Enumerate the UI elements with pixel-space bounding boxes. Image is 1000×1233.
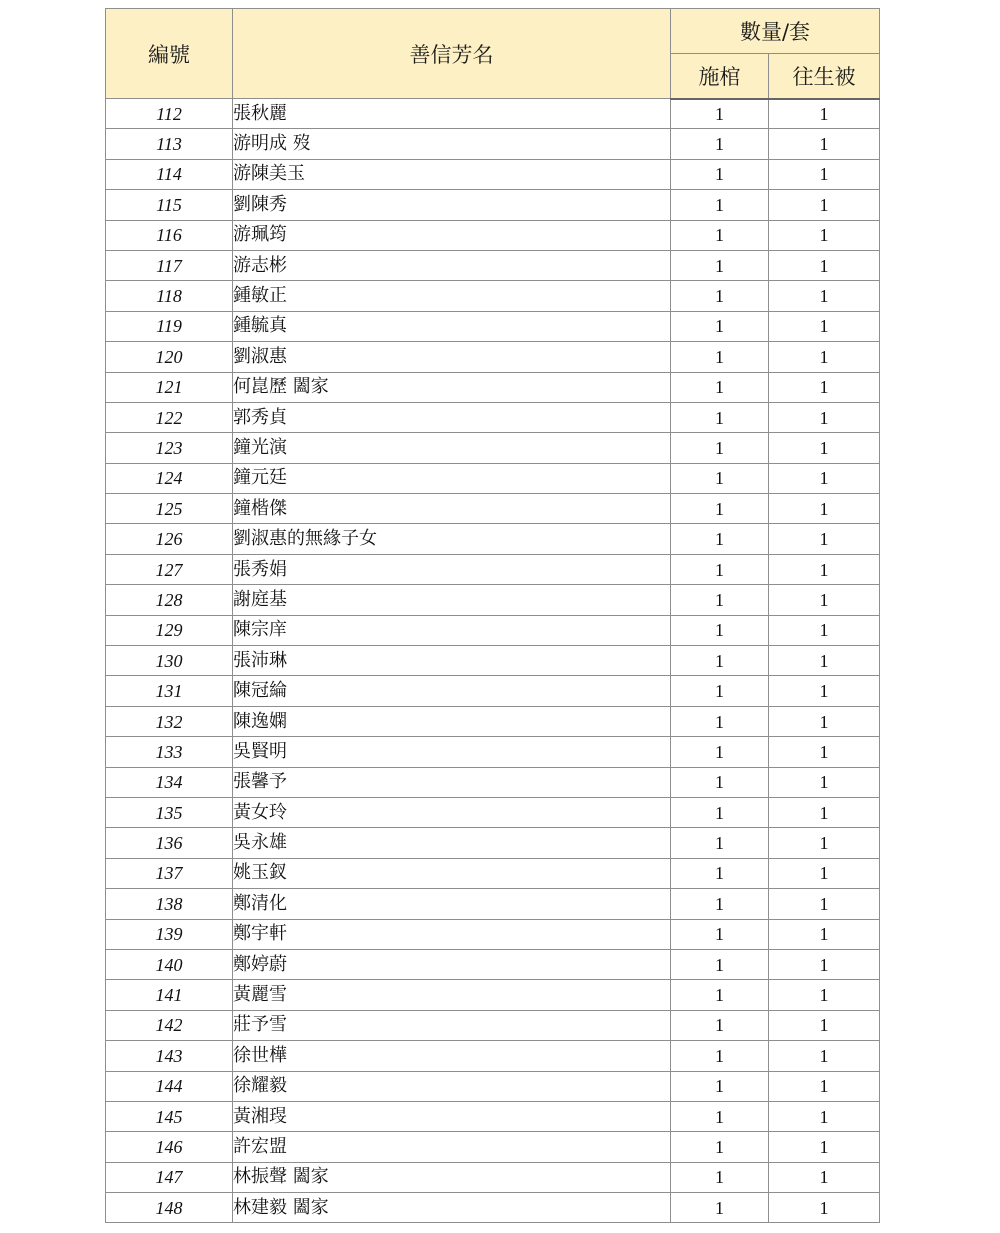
table-body <box>106 99 880 1223</box>
row-shroud-qty: 1 <box>769 615 880 645</box>
row-coffin-qty: 1 <box>671 949 769 979</box>
row-shroud-qty: 1 <box>769 402 880 432</box>
row-donor-name: 劉陳秀 <box>233 190 671 220</box>
row-number: 141 <box>106 980 233 1010</box>
row-donor-name: 徐世樺 <box>233 1041 671 1071</box>
row-coffin-qty: 1 <box>671 585 769 615</box>
row-donor-name: 游陳美玉 <box>233 159 671 189</box>
table-row <box>106 220 880 250</box>
row-number: 136 <box>106 828 233 858</box>
row-donor-name: 劉淑惠 <box>233 342 671 372</box>
row-shroud-qty: 1 <box>769 646 880 676</box>
row-donor-name: 游明成 歿 <box>233 129 671 159</box>
row-coffin-qty: 1 <box>671 1101 769 1131</box>
row-shroud-qty: 1 <box>769 1041 880 1071</box>
table-row <box>106 129 880 159</box>
row-shroud-qty: 1 <box>769 190 880 220</box>
table-row <box>106 311 880 341</box>
row-coffin-qty: 1 <box>671 1132 769 1162</box>
row-number: 145 <box>106 1101 233 1131</box>
row-donor-name: 許宏盟 <box>233 1132 671 1162</box>
row-donor-name: 鄭宇軒 <box>233 919 671 949</box>
table-row <box>106 949 880 979</box>
row-number: 132 <box>106 706 233 736</box>
row-shroud-qty: 1 <box>769 99 880 129</box>
row-shroud-qty: 1 <box>769 220 880 250</box>
row-shroud-qty: 1 <box>769 1162 880 1192</box>
row-donor-name: 鄭婷蔚 <box>233 949 671 979</box>
row-coffin-qty: 1 <box>671 980 769 1010</box>
row-number: 146 <box>106 1132 233 1162</box>
table-row <box>106 524 880 554</box>
row-coffin-qty: 1 <box>671 129 769 159</box>
table-row <box>106 1071 880 1101</box>
row-coffin-qty: 1 <box>671 463 769 493</box>
row-coffin-qty: 1 <box>671 159 769 189</box>
table-row <box>106 1162 880 1192</box>
row-number: 117 <box>106 250 233 280</box>
table-row <box>106 190 880 220</box>
row-number: 130 <box>106 646 233 676</box>
row-donor-name: 鍾毓真 <box>233 311 671 341</box>
table-row <box>106 554 880 584</box>
row-number: 124 <box>106 463 233 493</box>
row-number: 138 <box>106 889 233 919</box>
row-shroud-qty: 1 <box>769 949 880 979</box>
table-row <box>106 433 880 463</box>
row-donor-name: 陳冠綸 <box>233 676 671 706</box>
row-coffin-qty: 1 <box>671 433 769 463</box>
row-coffin-qty: 1 <box>671 858 769 888</box>
row-number: 123 <box>106 433 233 463</box>
row-coffin-qty: 1 <box>671 554 769 584</box>
row-coffin-qty: 1 <box>671 706 769 736</box>
table-row <box>106 494 880 524</box>
row-number: 148 <box>106 1193 233 1223</box>
row-donor-name: 莊予雪 <box>233 1010 671 1040</box>
table-row <box>106 99 880 129</box>
row-donor-name: 林建毅 闔家 <box>233 1193 671 1223</box>
row-donor-name: 何崑歷 闔家 <box>233 372 671 402</box>
row-donor-name: 劉淑惠的無緣子女 <box>233 524 671 554</box>
table-row <box>106 585 880 615</box>
row-shroud-qty: 1 <box>769 524 880 554</box>
row-coffin-qty: 1 <box>671 767 769 797</box>
row-number: 135 <box>106 797 233 827</box>
table-header <box>106 9 880 99</box>
row-donor-name: 張沛琳 <box>233 646 671 676</box>
table-row <box>106 828 880 858</box>
row-number: 147 <box>106 1162 233 1192</box>
header-shroud: 往生被 <box>769 54 880 99</box>
table-row <box>106 706 880 736</box>
row-shroud-qty: 1 <box>769 767 880 797</box>
row-donor-name: 黃女玲 <box>233 797 671 827</box>
row-donor-name: 鐘元廷 <box>233 463 671 493</box>
row-coffin-qty: 1 <box>671 737 769 767</box>
row-coffin-qty: 1 <box>671 1071 769 1101</box>
table-row <box>106 1010 880 1040</box>
row-shroud-qty: 1 <box>769 585 880 615</box>
table-row <box>106 919 880 949</box>
table-row <box>106 858 880 888</box>
row-donor-name: 黃麗雪 <box>233 980 671 1010</box>
table-row <box>106 1041 880 1071</box>
table-row <box>106 342 880 372</box>
row-coffin-qty: 1 <box>671 919 769 949</box>
table-row <box>106 980 880 1010</box>
row-coffin-qty: 1 <box>671 1162 769 1192</box>
row-shroud-qty: 1 <box>769 129 880 159</box>
row-donor-name: 張秀娟 <box>233 554 671 584</box>
table-row <box>106 1101 880 1131</box>
table-row <box>106 737 880 767</box>
row-shroud-qty: 1 <box>769 676 880 706</box>
row-number: 128 <box>106 585 233 615</box>
row-shroud-qty: 1 <box>769 980 880 1010</box>
row-donor-name: 姚玉釵 <box>233 858 671 888</box>
row-coffin-qty: 1 <box>671 250 769 280</box>
table-row <box>106 797 880 827</box>
row-coffin-qty: 1 <box>671 372 769 402</box>
row-number: 140 <box>106 949 233 979</box>
row-number: 125 <box>106 494 233 524</box>
row-shroud-qty: 1 <box>769 1010 880 1040</box>
row-shroud-qty: 1 <box>769 1101 880 1131</box>
table-row <box>106 676 880 706</box>
row-shroud-qty: 1 <box>769 311 880 341</box>
header-coffin: 施棺 <box>671 54 769 99</box>
row-shroud-qty: 1 <box>769 250 880 280</box>
row-coffin-qty: 1 <box>671 1010 769 1040</box>
row-number: 112 <box>106 99 233 129</box>
row-shroud-qty: 1 <box>769 463 880 493</box>
row-number: 127 <box>106 554 233 584</box>
row-donor-name: 游珮筠 <box>233 220 671 250</box>
row-donor-name: 鐘楷傑 <box>233 494 671 524</box>
table-row <box>106 250 880 280</box>
row-donor-name: 張秋麗 <box>233 99 671 129</box>
header-number: 編號 <box>106 9 233 99</box>
row-coffin-qty: 1 <box>671 615 769 645</box>
row-shroud-qty: 1 <box>769 159 880 189</box>
row-number: 121 <box>106 372 233 402</box>
row-shroud-qty: 1 <box>769 1193 880 1223</box>
row-donor-name: 陳逸嫻 <box>233 706 671 736</box>
row-donor-name: 陳宗庠 <box>233 615 671 645</box>
row-number: 118 <box>106 281 233 311</box>
row-number: 137 <box>106 858 233 888</box>
row-shroud-qty: 1 <box>769 372 880 402</box>
row-donor-name: 郭秀貞 <box>233 402 671 432</box>
row-shroud-qty: 1 <box>769 554 880 584</box>
row-shroud-qty: 1 <box>769 433 880 463</box>
row-number: 126 <box>106 524 233 554</box>
row-number: 129 <box>106 615 233 645</box>
row-coffin-qty: 1 <box>671 402 769 432</box>
row-number: 144 <box>106 1071 233 1101</box>
table-row <box>106 889 880 919</box>
row-number: 133 <box>106 737 233 767</box>
table-row <box>106 1193 880 1223</box>
row-coffin-qty: 1 <box>671 797 769 827</box>
table-row <box>106 402 880 432</box>
table-row <box>106 646 880 676</box>
row-shroud-qty: 1 <box>769 737 880 767</box>
row-number: 120 <box>106 342 233 372</box>
row-donor-name: 黃湘琝 <box>233 1101 671 1131</box>
row-coffin-qty: 1 <box>671 281 769 311</box>
row-coffin-qty: 1 <box>671 889 769 919</box>
row-coffin-qty: 1 <box>671 646 769 676</box>
table-row <box>106 159 880 189</box>
header-row-top <box>106 9 880 54</box>
row-number: 142 <box>106 1010 233 1040</box>
row-coffin-qty: 1 <box>671 190 769 220</box>
row-coffin-qty: 1 <box>671 99 769 129</box>
row-number: 116 <box>106 220 233 250</box>
row-coffin-qty: 1 <box>671 342 769 372</box>
row-donor-name: 吳賢明 <box>233 737 671 767</box>
row-shroud-qty: 1 <box>769 1071 880 1101</box>
row-shroud-qty: 1 <box>769 1132 880 1162</box>
table-row <box>106 281 880 311</box>
row-number: 119 <box>106 311 233 341</box>
row-shroud-qty: 1 <box>769 706 880 736</box>
row-shroud-qty: 1 <box>769 797 880 827</box>
row-shroud-qty: 1 <box>769 919 880 949</box>
row-coffin-qty: 1 <box>671 676 769 706</box>
header-quantity-group: 數量/套 <box>671 9 880 54</box>
row-number: 122 <box>106 402 233 432</box>
row-donor-name: 吳永雄 <box>233 828 671 858</box>
row-shroud-qty: 1 <box>769 889 880 919</box>
table-row <box>106 463 880 493</box>
row-coffin-qty: 1 <box>671 524 769 554</box>
row-number: 131 <box>106 676 233 706</box>
row-coffin-qty: 1 <box>671 311 769 341</box>
row-coffin-qty: 1 <box>671 828 769 858</box>
row-donor-name: 鐘光演 <box>233 433 671 463</box>
row-donor-name: 徐耀毅 <box>233 1071 671 1101</box>
row-donor-name: 張馨予 <box>233 767 671 797</box>
row-shroud-qty: 1 <box>769 342 880 372</box>
table-row <box>106 372 880 402</box>
row-coffin-qty: 1 <box>671 494 769 524</box>
row-coffin-qty: 1 <box>671 1193 769 1223</box>
header-donor-name: 善信芳名 <box>233 9 671 99</box>
row-number: 139 <box>106 919 233 949</box>
row-donor-name: 鄭清化 <box>233 889 671 919</box>
row-shroud-qty: 1 <box>769 281 880 311</box>
row-number: 114 <box>106 159 233 189</box>
row-number: 113 <box>106 129 233 159</box>
row-shroud-qty: 1 <box>769 494 880 524</box>
row-number: 134 <box>106 767 233 797</box>
table-row <box>106 767 880 797</box>
table-row <box>106 615 880 645</box>
row-shroud-qty: 1 <box>769 828 880 858</box>
row-shroud-qty: 1 <box>769 858 880 888</box>
row-coffin-qty: 1 <box>671 220 769 250</box>
row-donor-name: 游志彬 <box>233 250 671 280</box>
row-number: 143 <box>106 1041 233 1071</box>
row-donor-name: 謝庭基 <box>233 585 671 615</box>
row-coffin-qty: 1 <box>671 1041 769 1071</box>
row-number: 115 <box>106 190 233 220</box>
donor-table <box>105 8 880 1223</box>
table-row <box>106 1132 880 1162</box>
row-donor-name: 鍾敏正 <box>233 281 671 311</box>
row-donor-name: 林振聲 闔家 <box>233 1162 671 1192</box>
